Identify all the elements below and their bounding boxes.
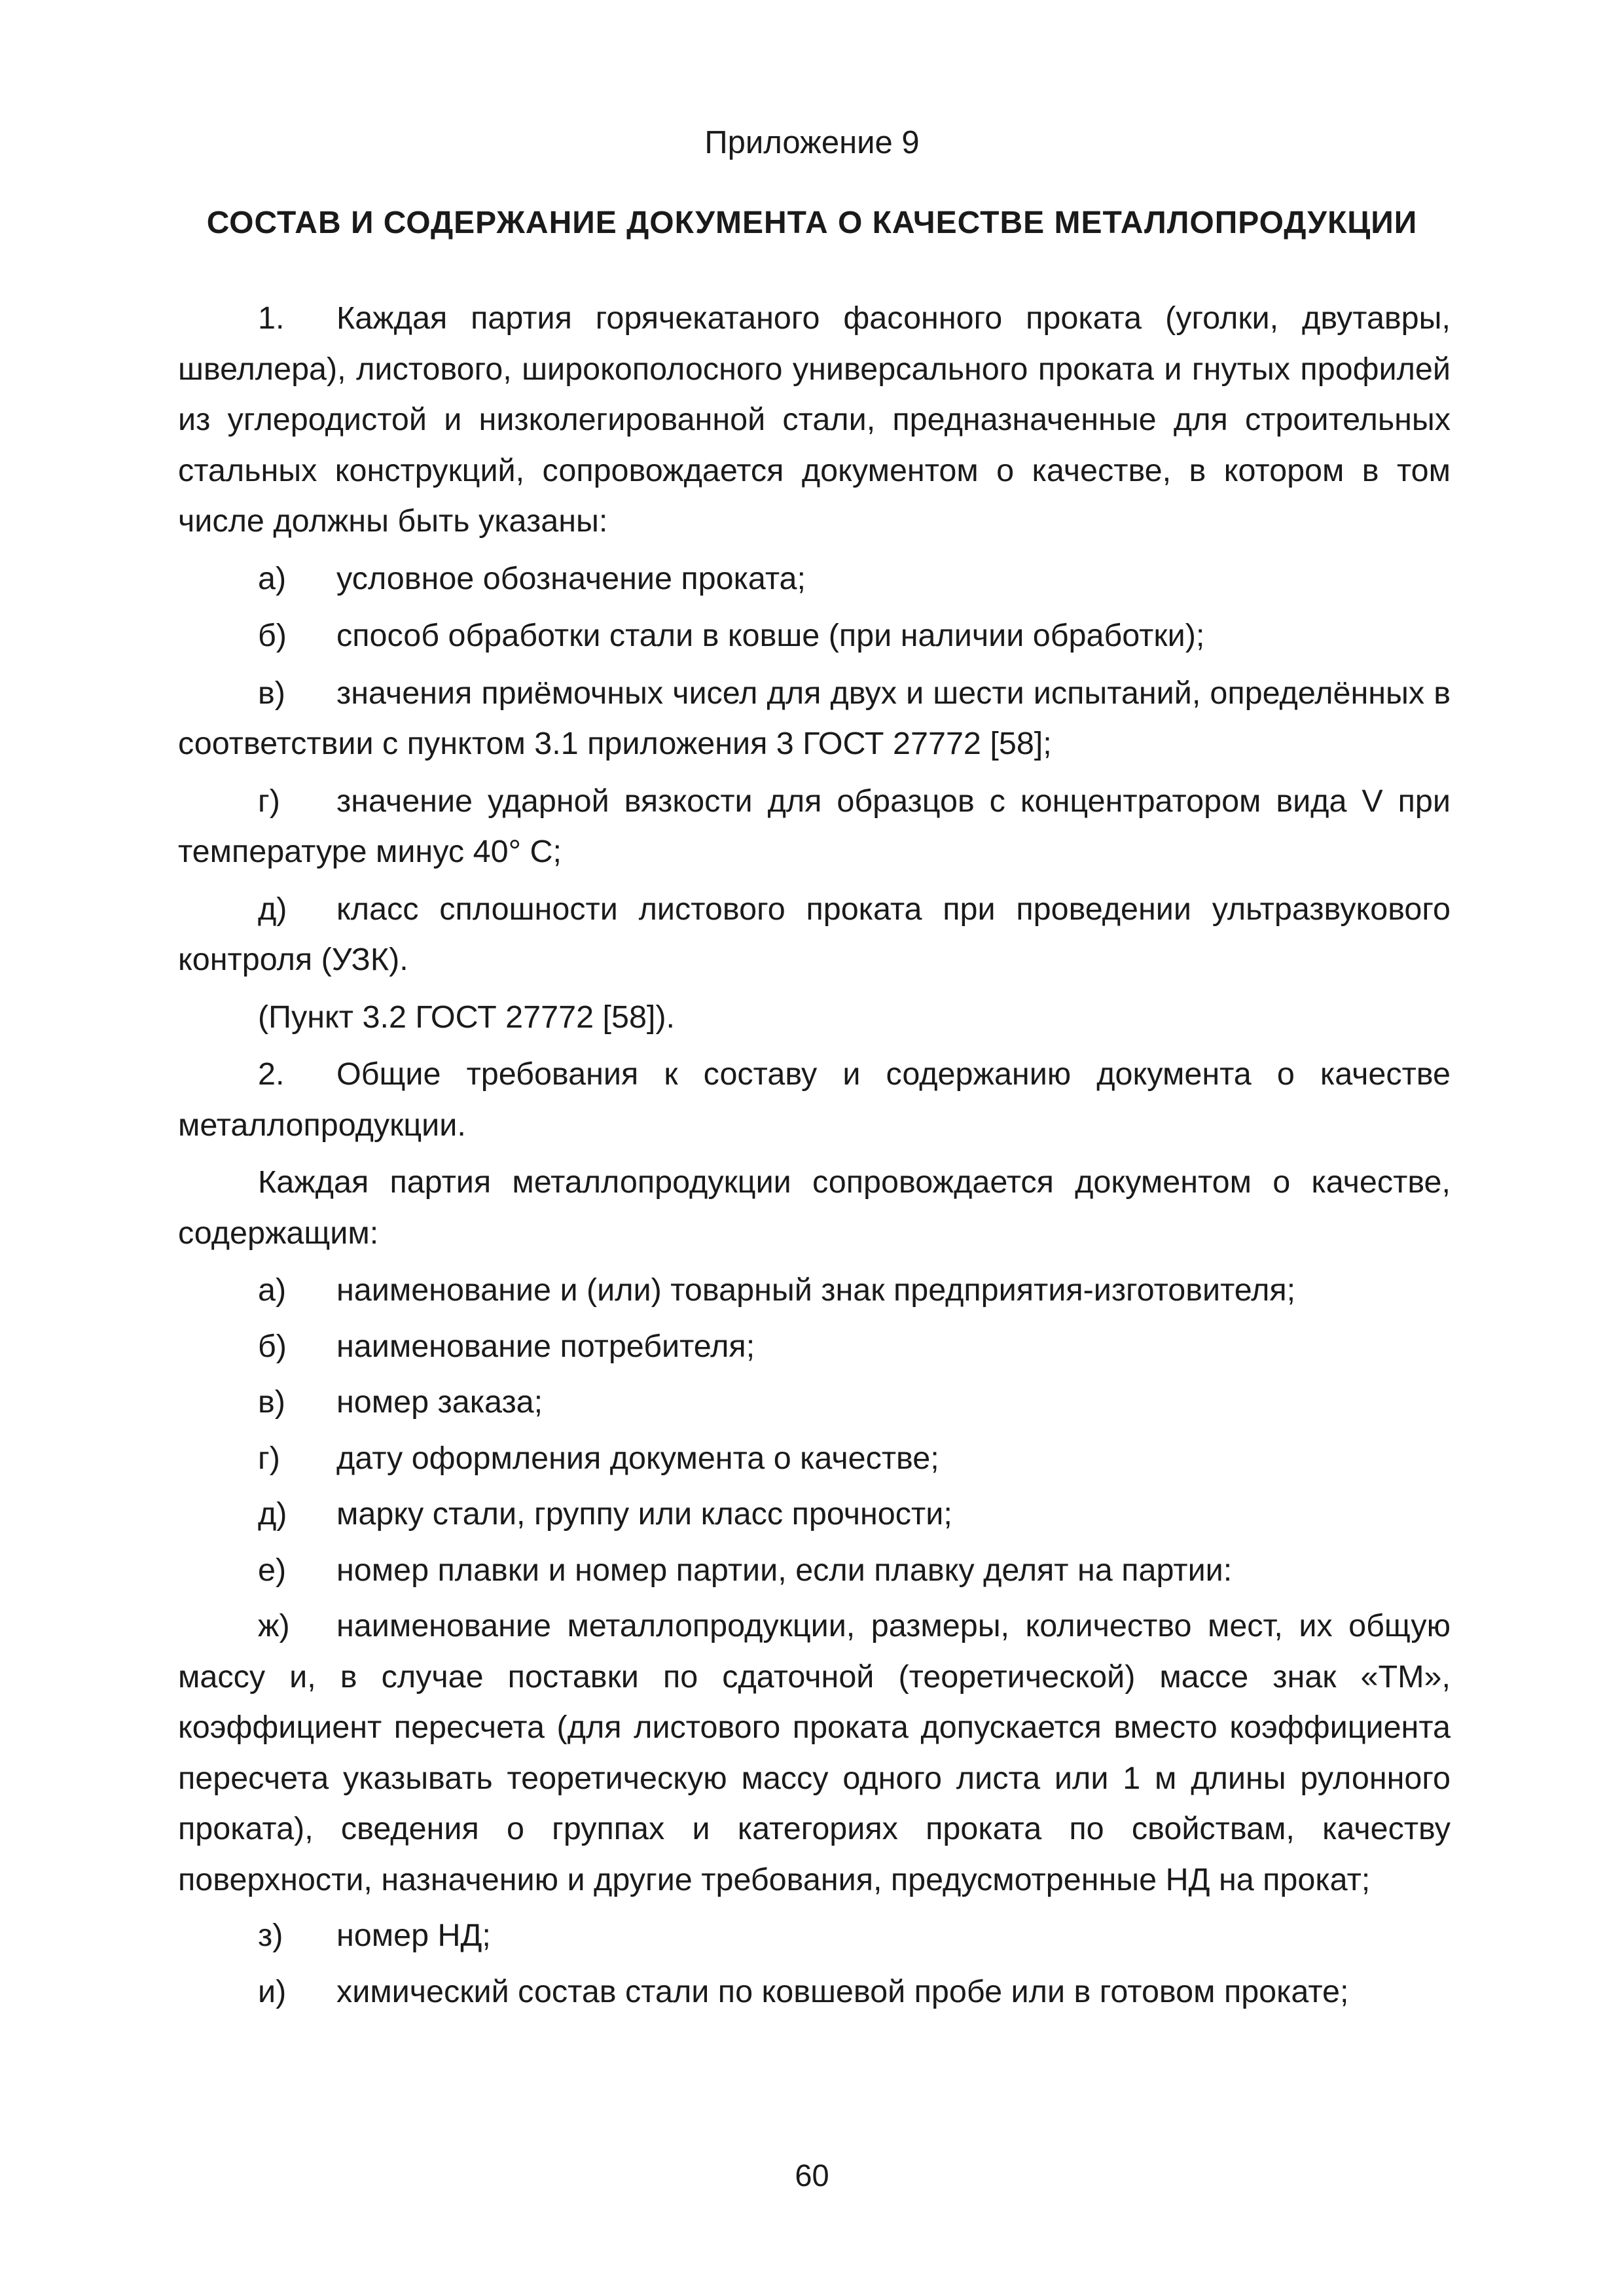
list-item-marker: а) xyxy=(258,560,287,596)
list-item-text: химический состав стали по ковшевой пробе или в готовом прокате; xyxy=(336,1973,1349,2009)
list-item-text: условное обозначение проката; xyxy=(336,560,806,596)
list-item xyxy=(178,776,1451,878)
section-2-intro: Каждая партия металлопродукции сопровождается документом о качестве, содержащим: xyxy=(178,1164,1451,1251)
list-item-marker: д) xyxy=(258,891,287,927)
section-1-intro-text: Каждая партия горячекатаного фасонного проката (уголки, двутавры, швеллера), листового, широкополосного универсального проката и гнутых профилей из углеродистой и низколегированной стали, предназначенные для строительных стальных конструкций, сопровождается документом о качестве, в котором в том числе должны быть указаны: xyxy=(178,300,1451,539)
list-item xyxy=(178,668,1451,770)
section-1-reference: (Пункт 3.2 ГОСТ 27772 [58]). xyxy=(258,999,676,1035)
section-1-number: 1. xyxy=(258,300,285,336)
section-1-intro xyxy=(178,293,1451,547)
list-item-marker: д) xyxy=(258,1496,287,1532)
list-item xyxy=(178,1967,1451,2018)
list-item xyxy=(178,1433,1451,1484)
list-item-text: способ обработки стали в ковше (при наличии обработки); xyxy=(336,618,1205,653)
list-item-marker: и) xyxy=(258,1973,287,2009)
list-item-marker: з) xyxy=(258,1918,283,1953)
list-item-text: номер плавки и номер партии, если плавку делят на партии: xyxy=(336,1552,1233,1588)
list-item-text: наименование потребителя; xyxy=(336,1328,755,1364)
list-item-text: номер заказа; xyxy=(336,1384,543,1420)
list-item-marker: б) xyxy=(258,618,287,653)
section-2-heading xyxy=(178,1049,1451,1151)
page-number: 60 xyxy=(795,2158,829,2193)
list-item-marker: ж) xyxy=(258,1608,290,1643)
list-item-marker: в) xyxy=(258,675,285,711)
list-item xyxy=(178,1489,1451,1540)
list-item-marker: г) xyxy=(258,783,280,819)
list-item-marker: а) xyxy=(258,1272,287,1308)
list-item-marker: б) xyxy=(258,1328,287,1364)
list-item-text: значение ударной вязкости для образцов с концентратором вида V при температуре минус 40° С; xyxy=(178,783,1451,869)
list-item xyxy=(178,884,1451,986)
list-item-marker: г) xyxy=(258,1440,280,1476)
list-item-marker: е) xyxy=(258,1552,287,1588)
list-item-text: наименование металлопродукции, размеры, количество мест, их общую массу и, в случае поставки по сдаточной (теоретической) массе знак «ТМ», коэффициент пересчета (для листового проката допускается вместо коэффициента пересчета указывать теоретическую массу одного листа или 1 м длины рулонного проката), сведения о группах и категориях проката по свойствам, качеству поверхности, назначению и другие требования, предусмотренные НД на прокат; xyxy=(178,1608,1451,1897)
document-body xyxy=(178,293,1451,2022)
list-item xyxy=(178,611,1451,662)
list-item-text: номер НД; xyxy=(336,1918,491,1953)
list-item xyxy=(178,1601,1451,1905)
list-item-text: марку стали, группу или класс прочности; xyxy=(336,1496,952,1532)
list-item xyxy=(178,554,1451,605)
list-item xyxy=(178,1377,1451,1428)
section-2-heading-text: Общие требования к составу и содержанию документа о качестве металлопродукции. xyxy=(178,1056,1451,1143)
list-item-marker: в) xyxy=(258,1384,285,1420)
appendix-label: Приложение 9 xyxy=(704,125,920,160)
list-item-text: значения приёмочных чисел для двух и шести испытаний, определённых в соответствии с пунктом 3.1 приложения 3 ГОСТ 27772 [58]; xyxy=(178,675,1451,761)
list-item xyxy=(178,1321,1451,1372)
list-item-text: дату оформления документа о качестве; xyxy=(336,1440,939,1476)
document-title: СОСТАВ И СОДЕРЖАНИЕ ДОКУМЕНТА О КАЧЕСТВЕ МЕТАЛЛОПРОДУКЦИИ xyxy=(206,206,1418,240)
section-2-number: 2. xyxy=(258,1056,285,1092)
list-item-text: класс сплошности листового проката при проведении ультразвукового контроля (УЗК). xyxy=(178,891,1451,977)
list-item-text: наименование и (или) товарный знак предприятия-изготовителя; xyxy=(336,1272,1296,1308)
list-item xyxy=(178,1910,1451,1962)
list-item xyxy=(178,1545,1451,1596)
list-item xyxy=(178,1265,1451,1316)
